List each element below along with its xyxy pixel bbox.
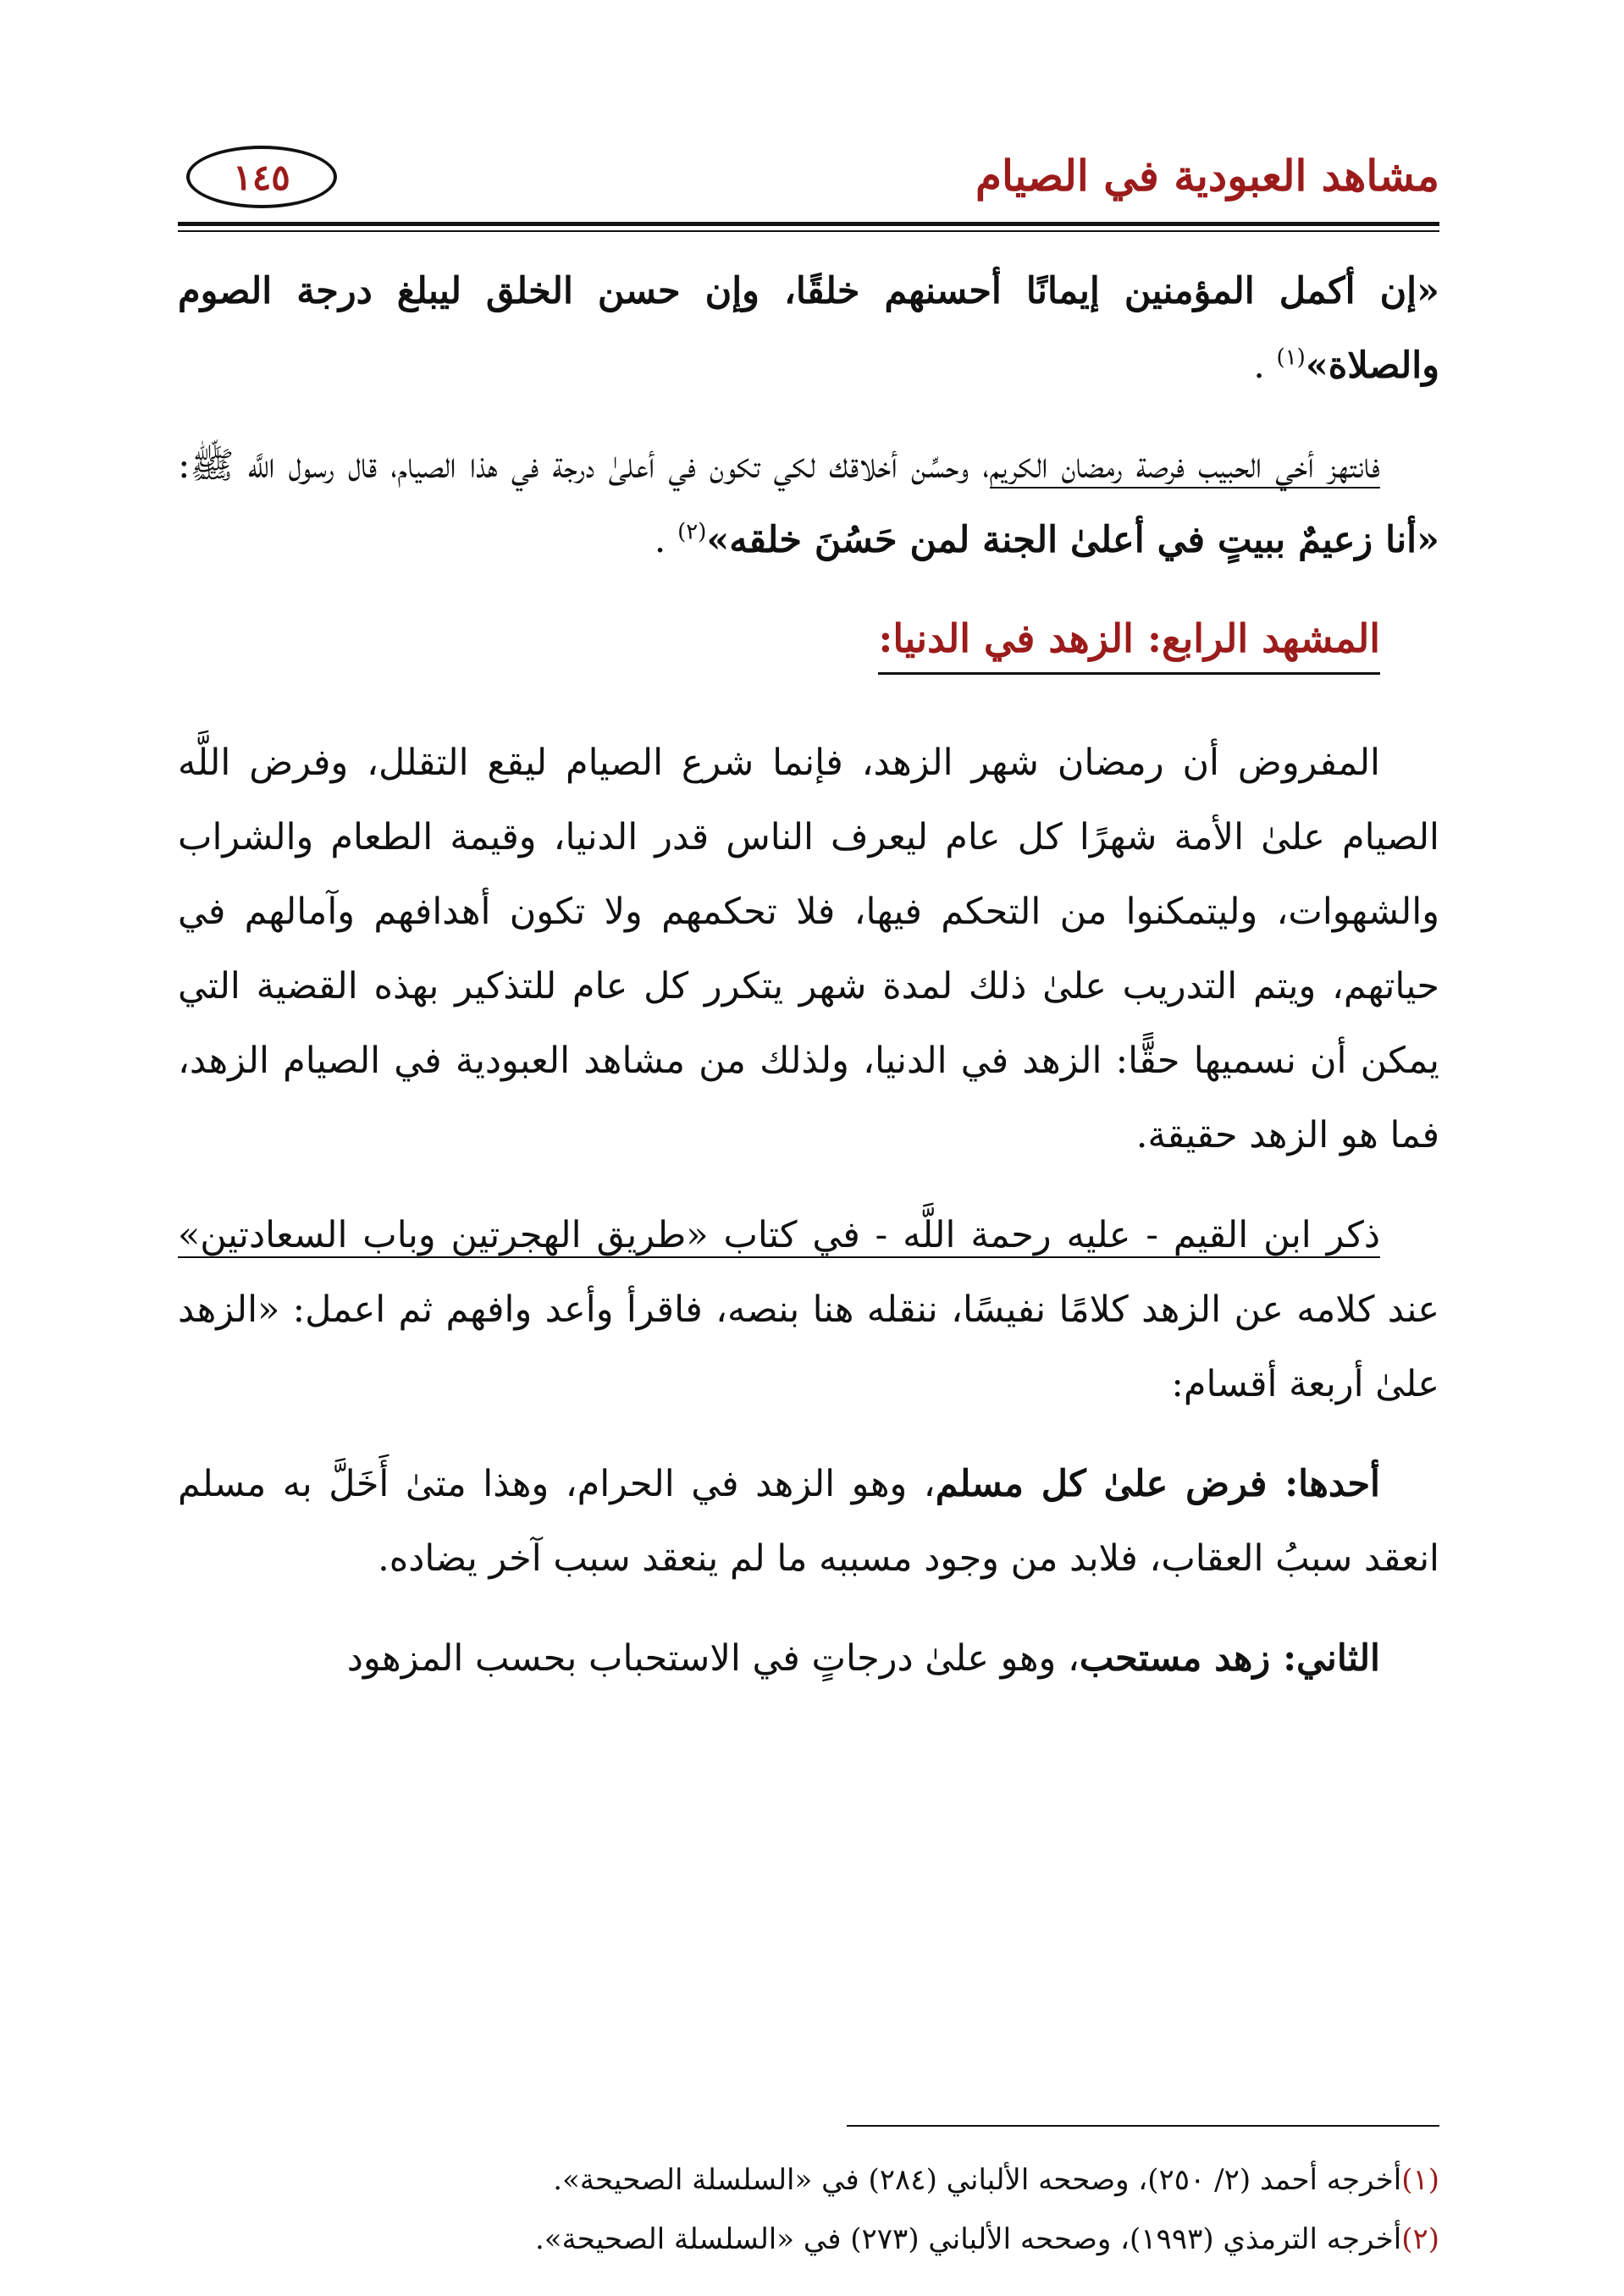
- footnote-rule: [847, 2125, 1439, 2127]
- header-rule-thin: [178, 230, 1439, 232]
- paragraph-second-type: [178, 1621, 1439, 1696]
- paragraph-text: ، وهو الزهد في الحرام، وهذا متىٰ أَخَلَّ به مسلم انعقد سببُ العقاب، فلابد من وجود مسببه ما لم ينعقد سبب آخر يضاده.: [178, 1463, 1439, 1580]
- hadith-quote: «أنا زعيمٌ ببيتٍ في أعلىٰ الجنة لمن حَسُنَ خلقه»: [706, 519, 1439, 561]
- paragraph-text: ، وهو علىٰ درجاتٍ في الاستحباب بحسب المزهود: [346, 1637, 1080, 1680]
- paragraph-zuhd: المفروض أن رمضان شهر الزهد، فإنما شرع الصيام ليقع التقلل، وفرض اللَّه الصيام علىٰ الأمة شهرًا كل عام ليعرف الناس قدر الدنيا، وقيمة الطعام والشراب والشهوات، وليتمكنوا من التحكم فيها، فلا تحكمهم ولا تكون أهدافهم وآمالهم في حياتهم، ويتم التدريب علىٰ ذلك لمدة شهر يتكرر كل عام للتذكير بهذه القضية التي يمكن أن نسميها حقًّا: الزهد في الدنيا، ولذلك من مشاهد العبودية في الصيام الزهد، فما هو الزهد حقيقة.: [178, 742, 1439, 1156]
- paragraph-end: .: [654, 519, 678, 561]
- footnote-text: أخرجه الترمذي (١٩٩٣)، وصححه الألباني (٢٧٣) في «السلسلة الصحيحة».: [534, 2222, 1402, 2256]
- item-label: أحدها:: [1267, 1463, 1380, 1505]
- footnote-text: أخرجه أحمد (٢/ ٢٥٠)، وصححه الألباني (٢٨٤) في «السلسلة الصحيحة».: [553, 2163, 1402, 2197]
- paragraph-end: .: [1253, 345, 1277, 387]
- paragraph-first-type: [178, 1447, 1439, 1596]
- item-label: الثاني:: [1270, 1637, 1380, 1680]
- hadith-quote: «إن أكمل المؤمنين إيمانًا أحسنهم خلقًا، وإن حسن الخلق ليبلغ درجة الصوم والصلاة»: [178, 270, 1439, 387]
- footnote-ref-1: (١): [1276, 345, 1306, 371]
- footnote-number: (٢): [1401, 2222, 1439, 2256]
- footnote-2: [178, 2210, 1439, 2269]
- running-title: مشاهد العبودية في الصيام: [975, 151, 1439, 201]
- paragraph-hadith-1: [178, 254, 1439, 403]
- footnote-ref-2: (٢): [677, 519, 707, 545]
- header-rule-thick: [178, 222, 1439, 226]
- paragraph-ibn-qayyim: [178, 1198, 1439, 1421]
- footnotes: [178, 2150, 1439, 2269]
- paragraph-exhortation: [178, 428, 1439, 577]
- section-heading: المشهد الرابع: الزهد في الدنيا:: [878, 604, 1380, 675]
- page-body: [178, 254, 1439, 1721]
- item-title: زهد مستحب: [1079, 1637, 1271, 1680]
- underlined-citation: ذكر ابن القيم - عليه رحمة اللَّه - في كتاب «طريق الهجرتين وباب السعادتين»: [178, 1214, 1380, 1256]
- book-page: [178, 0, 1439, 2296]
- paragraph-text: عند كلامه عن الزهد كلامًا نفيسًا، ننقله هنا بنصه، فاقرأ وأعد وافهم ثم اعمل: «الزهد علىٰ أربعة أقسام:: [178, 1289, 1439, 1405]
- footnote-number: (١): [1401, 2163, 1439, 2197]
- underlined-phrase: فانتهز أخي الحبيب فرصة رمضان الكريم: [989, 444, 1380, 487]
- page-number: ١٤٥: [186, 146, 337, 208]
- paragraph-text: ، وحسِّن أخلاقك لكي تكون في أعلىٰ درجة في هذا الصيام، قال رسول اللَّه ﷺ:: [178, 444, 990, 487]
- footnote-1: [178, 2150, 1439, 2210]
- item-title: فرض علىٰ كل مسلم: [935, 1463, 1268, 1505]
- page-header: [178, 127, 1439, 220]
